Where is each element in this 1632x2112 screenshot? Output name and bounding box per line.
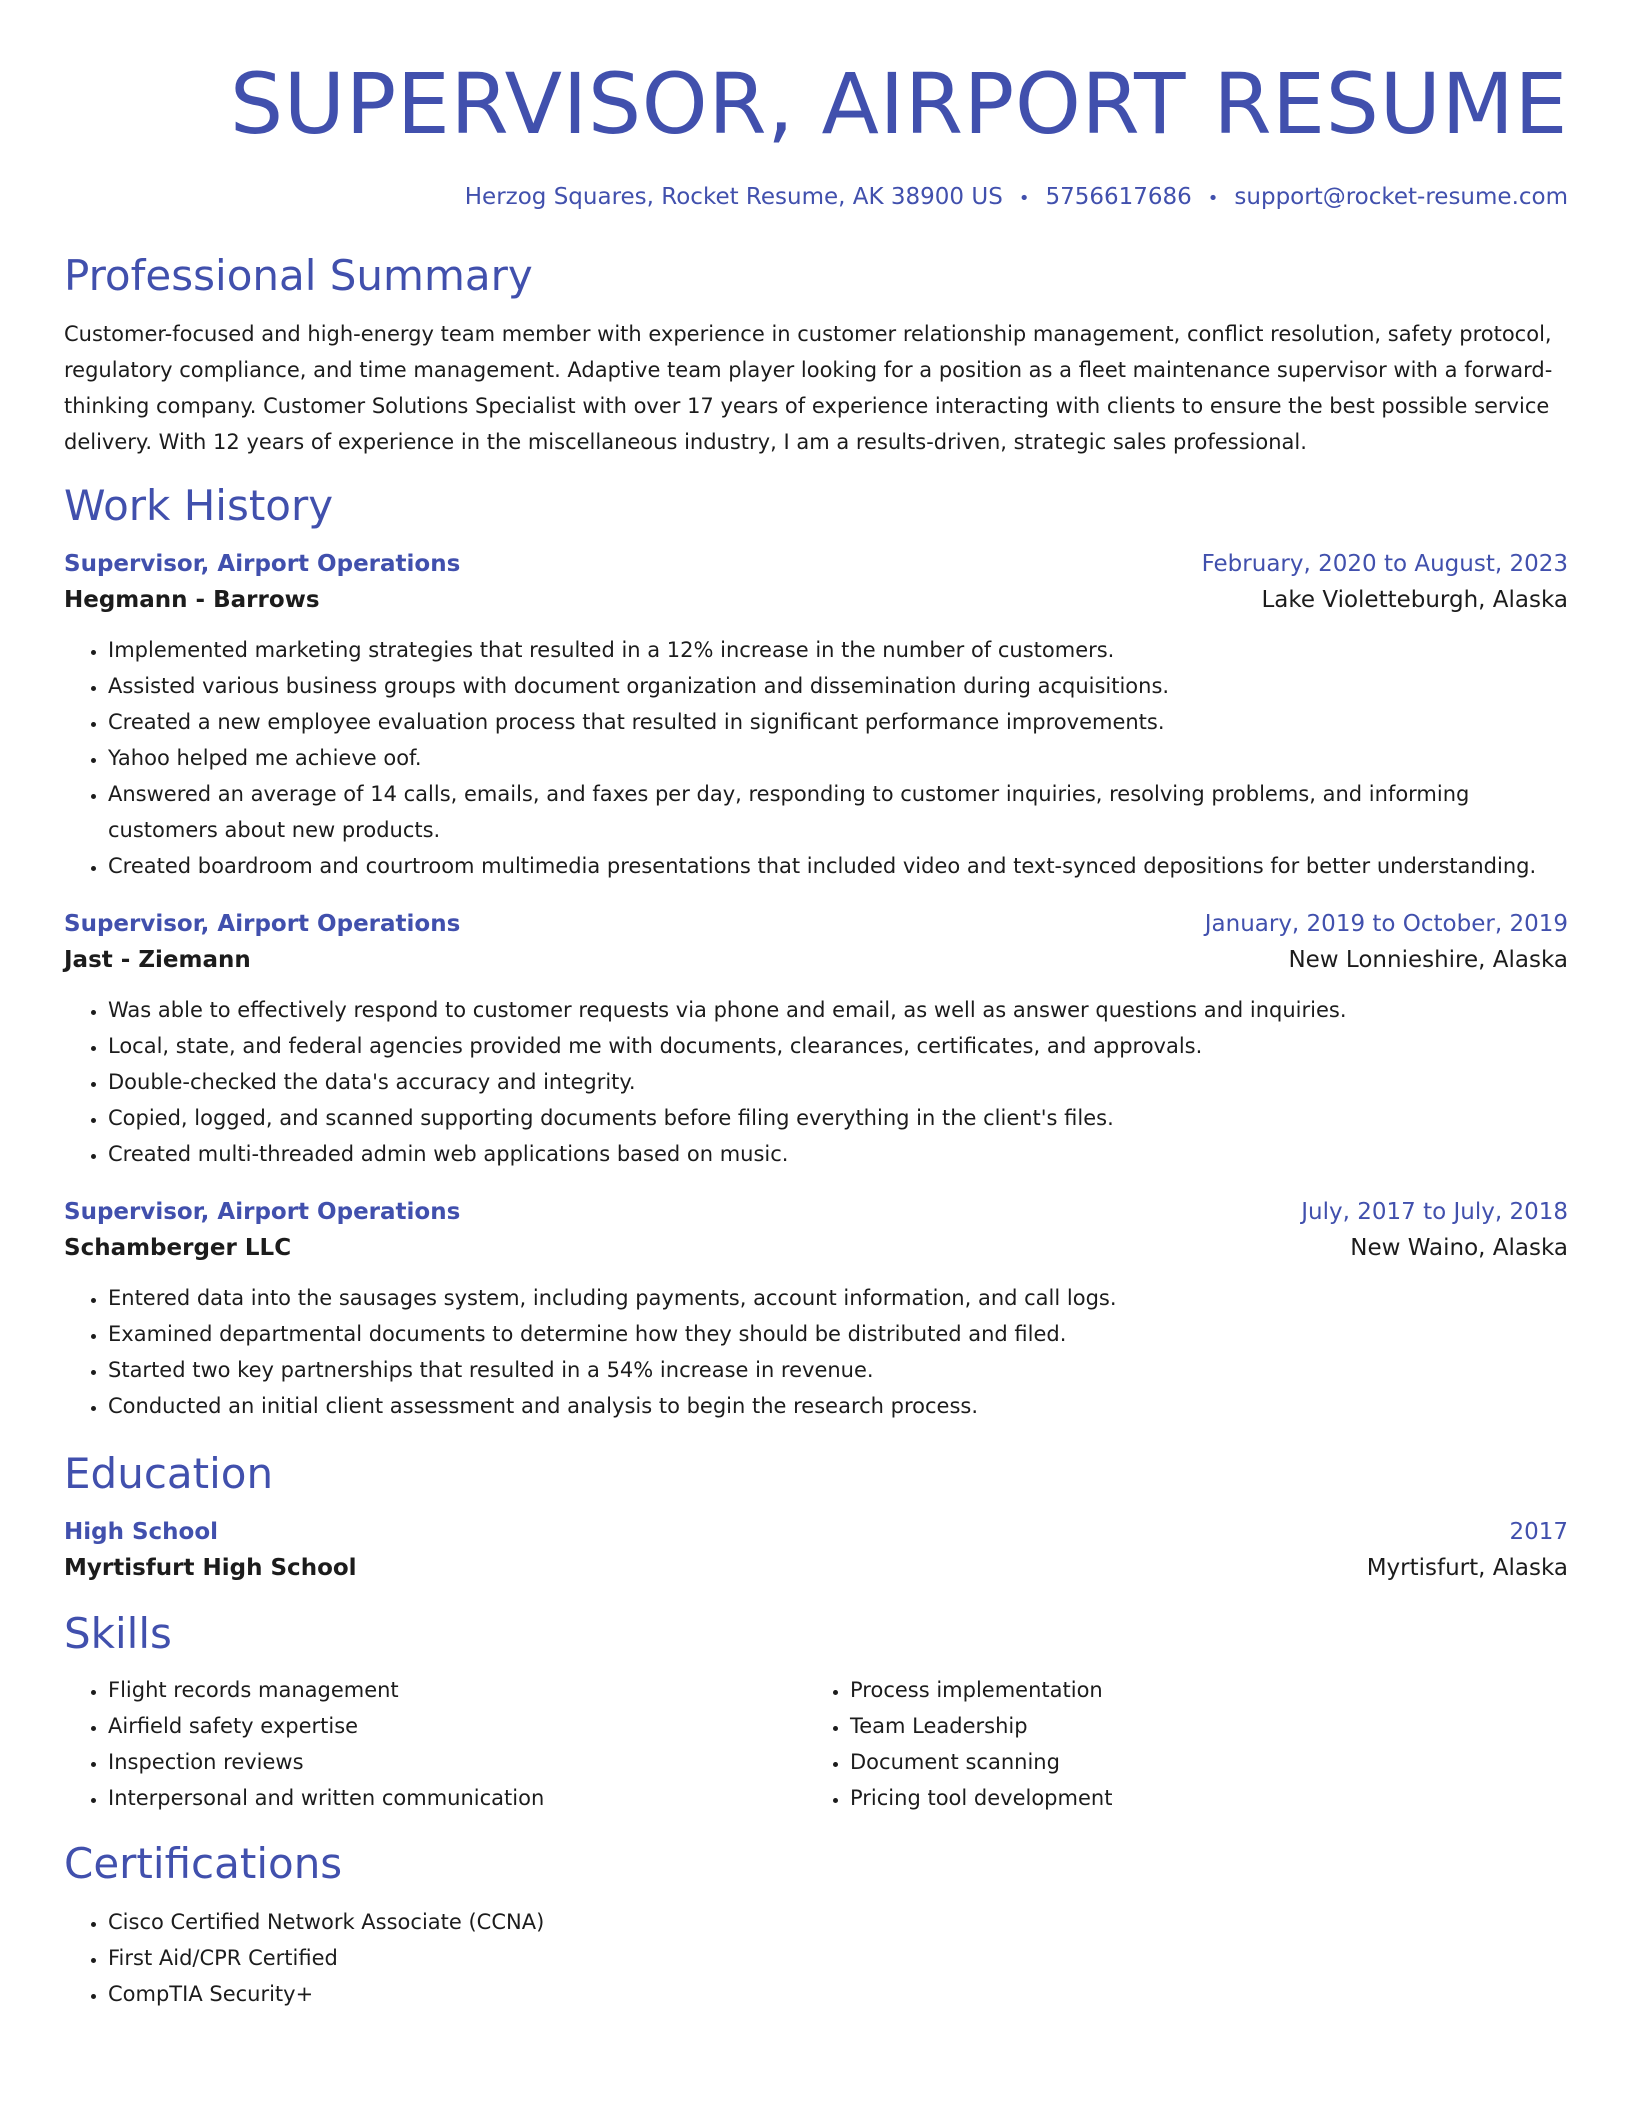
list-item: • Was able to effectively respond to customer requests via phone and email, as well as answer questions and inquiries. — [108, 992, 1568, 1028]
job-bullets — [64, 992, 1568, 1172]
list-item: • Started two key partnerships that resulted in a 54% increase in revenue. — [108, 1352, 1568, 1388]
job-bullets — [64, 632, 1568, 884]
skills-list — [64, 1672, 806, 1816]
job-dates: July, 2017 to July, 2018 — [1301, 1199, 1568, 1225]
list-item: • Local, state, and federal agencies provided me with documents, clearances, certificates, and approvals. — [108, 1028, 1568, 1064]
list-item: • Examined departmental documents to determine how they should be distributed and filed. — [108, 1316, 1568, 1352]
education-year: 2017 — [1509, 1519, 1568, 1545]
skills-column-left — [64, 1672, 806, 1816]
job-bullets — [64, 1280, 1568, 1424]
list-item: • Conducted an initial client assessment and analysis to begin the research process. — [108, 1388, 1568, 1424]
job-entry — [64, 906, 1568, 1172]
section-title-certifications: Certifications — [64, 1839, 343, 1888]
job-title: Supervisor, Airport Operations — [64, 911, 461, 937]
summary-text: Customer-focused and high-energy team member with experience in customer relationship management, conflict resolution, safety protocol, regulatory compliance, and time management. Adaptive team player looking for a position as a fleet maintenance supervisor with a forward-thinking company. Customer Solutions Specialist with over 17 years of experience interacting with clients to ensure the best possible service delivery. With 12 years of experience in the miscellaneous industry, I am a results-driven, strategic sales professional. — [64, 322, 1553, 454]
section-title-education: Education — [64, 1449, 274, 1498]
list-item: • Entered data into the sausages system, including payments, account information, and call logs. — [108, 1280, 1568, 1316]
section-title-skills: Skills — [64, 1609, 172, 1658]
section-title-work-history: Work History — [64, 481, 334, 530]
job-title: Supervisor, Airport Operations — [64, 1199, 461, 1225]
skills-grid — [64, 1672, 1568, 1816]
job-dates: January, 2019 to October, 2019 — [1204, 911, 1568, 937]
contact-separator: • — [1018, 188, 1030, 209]
certification-item: • Cisco Certified Network Associate (CCNA) — [108, 1904, 1568, 1940]
list-item: • Double-checked the data's accuracy and integrity. — [108, 1064, 1568, 1100]
contact-email: support@rocket-resume.com — [1234, 184, 1568, 210]
section-title-summary: Professional Summary — [64, 251, 533, 300]
certifications-list — [64, 1904, 1568, 2012]
job-location: New Waino, Alaska — [1350, 1235, 1568, 1261]
job-title: Supervisor, Airport Operations — [64, 551, 461, 577]
contact-separator: • — [1207, 188, 1219, 209]
skill-item: • Inspection reviews — [108, 1744, 806, 1780]
list-item: • Implemented marketing strategies that resulted in a 12% increase in the number of customers. — [108, 632, 1568, 668]
skill-item: • Airfield safety expertise — [108, 1708, 806, 1744]
contact-phone: 5756617686 — [1045, 184, 1192, 210]
list-item: • Answered an average of 14 calls, emails, and faxes per day, responding to customer inquiries, resolving problems, and informing customers about new products. — [108, 776, 1568, 848]
skill-item: • Process implementation — [850, 1672, 1548, 1708]
skills-list — [806, 1672, 1548, 1816]
certification-item: • First Aid/CPR Certified — [108, 1940, 1568, 1976]
job-location: Lake Violetteburgh, Alaska — [1261, 587, 1568, 613]
job-location: New Lonnieshire, Alaska — [1288, 947, 1568, 973]
education-location: Myrtisfurt, Alaska — [1366, 1555, 1568, 1581]
job-entry — [64, 546, 1568, 884]
education-school: Myrtisfurt High School — [64, 1555, 357, 1581]
list-item: • Created boardroom and courtroom multimedia presentations that included video and text-synced depositions for better understanding. — [108, 848, 1568, 884]
resume-title: SUPERVISOR, AIRPORT RESUME — [229, 55, 1568, 153]
skill-item: • Interpersonal and written communication — [108, 1780, 806, 1816]
job-company: Jast - Ziemann — [64, 947, 251, 973]
contact-address: Herzog Squares, Rocket Resume, AK 38900 US — [464, 184, 1003, 210]
job-company: Schamberger LLC — [64, 1235, 292, 1261]
list-item: • Created a new employee evaluation process that resulted in significant performance improvements. — [108, 704, 1568, 740]
job-dates: February, 2020 to August, 2023 — [1201, 551, 1568, 577]
job-company: Hegmann - Barrows — [64, 587, 320, 613]
contact-line — [64, 182, 1568, 214]
list-item: • Copied, logged, and scanned supporting documents before filing everything in the client's files. — [108, 1100, 1568, 1136]
skill-item: • Pricing tool development — [850, 1780, 1548, 1816]
skill-item: • Team Leadership — [850, 1708, 1548, 1744]
list-item: • Yahoo helped me achieve oof. — [108, 740, 1568, 776]
education-degree: High School — [64, 1519, 219, 1545]
list-item: • Assisted various business groups with document organization and dissemination during acquisitions. — [108, 668, 1568, 704]
education-entry — [64, 1514, 1568, 1586]
job-entry — [64, 1194, 1568, 1424]
skills-column-right — [806, 1672, 1548, 1816]
certification-item: • CompTIA Security+ — [108, 1976, 1568, 2012]
skill-item: • Flight records management — [108, 1672, 806, 1708]
skill-item: • Document scanning — [850, 1744, 1548, 1780]
list-item: • Created multi-threaded admin web applications based on music. — [108, 1136, 1568, 1172]
